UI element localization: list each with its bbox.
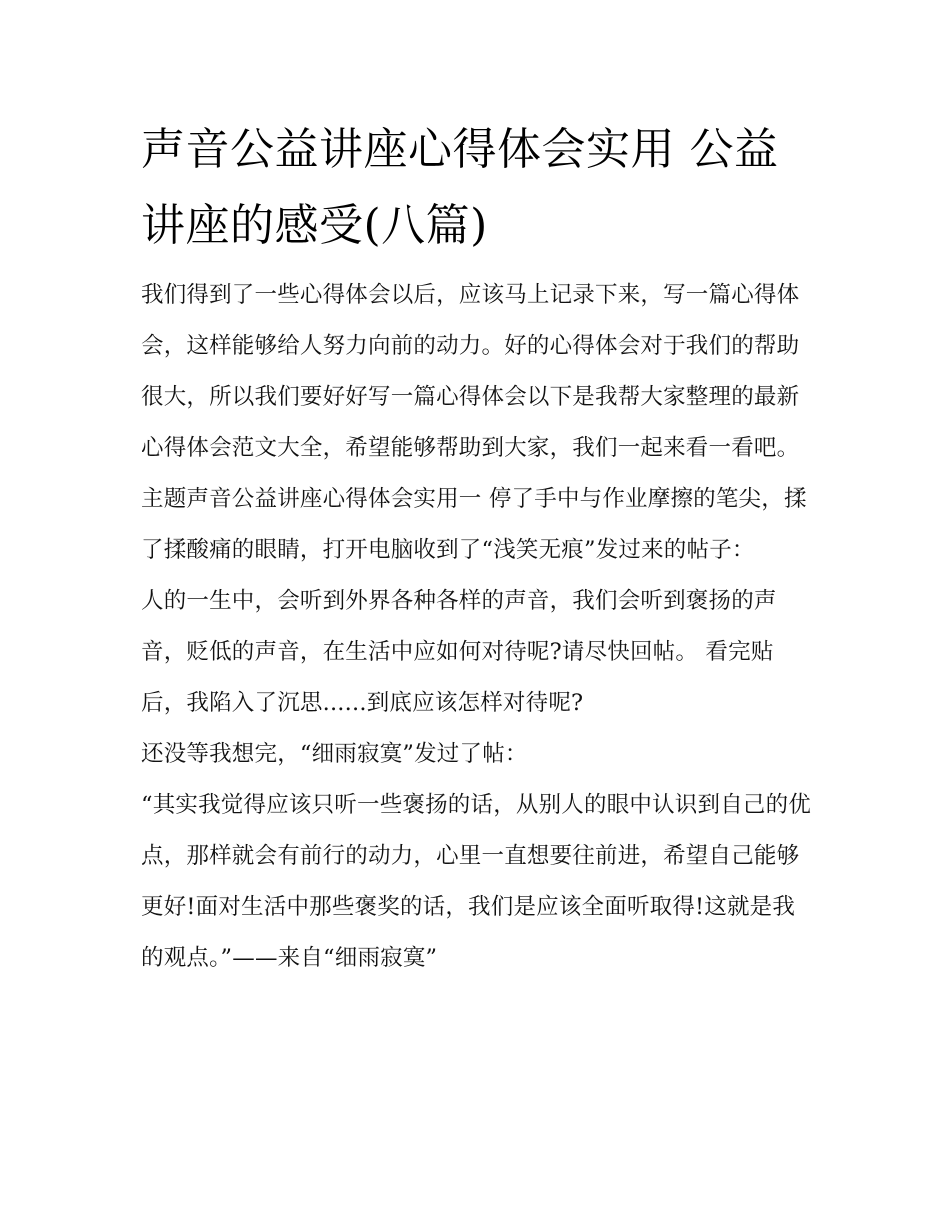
paragraph-reply-intro: 还没等我想完，“细雨寂寞”发过了帖： [141,741,528,767]
paragraph-intro: 我们得到了一些心得体会以后，应该马上记录下来，写一篇心得体会，这样能够给人努力向前的动力。好的心得体会对于我们的帮助很大，所以我们要好好写一篇心得体会以下是我帮大家整理的最新心得体会范文大全，希望能够帮助到大家，我们一起来看一看吧。 [141,282,800,461]
paragraph-question: 人的一生中，会听到外界各种各样的声音，我们会听到褒扬的声音，贬低的声音，在生活中应如何对待呢?请尽快回帖。 看完贴后，我陷入了沉思......到底应该怎样对待呢? [141,588,777,716]
document-body [141,270,816,984]
paragraph-topic: 主题声音公益讲座心得体会实用一 停了手中与作业摩擦的笔尖，揉了揉酸痛的眼睛，打开电脑收到了“浅笑无痕”发过来的帖子： [141,486,807,563]
paragraph-reply-quote: “其实我觉得应该只听一些褒扬的话，从别人的眼中认识到自己的优点，那样就会有前行的动力，心里一直想要往前进，希望自己能够更好!面对生活中那些褒奖的话，我们是应该全面听取得!这就是我的观点。”——来自“细雨寂寞” [141,792,812,971]
document-content [141,112,816,984]
document-title: 声音公益讲座心得体会实用 公益讲座的感受(八篇) [141,124,779,251]
